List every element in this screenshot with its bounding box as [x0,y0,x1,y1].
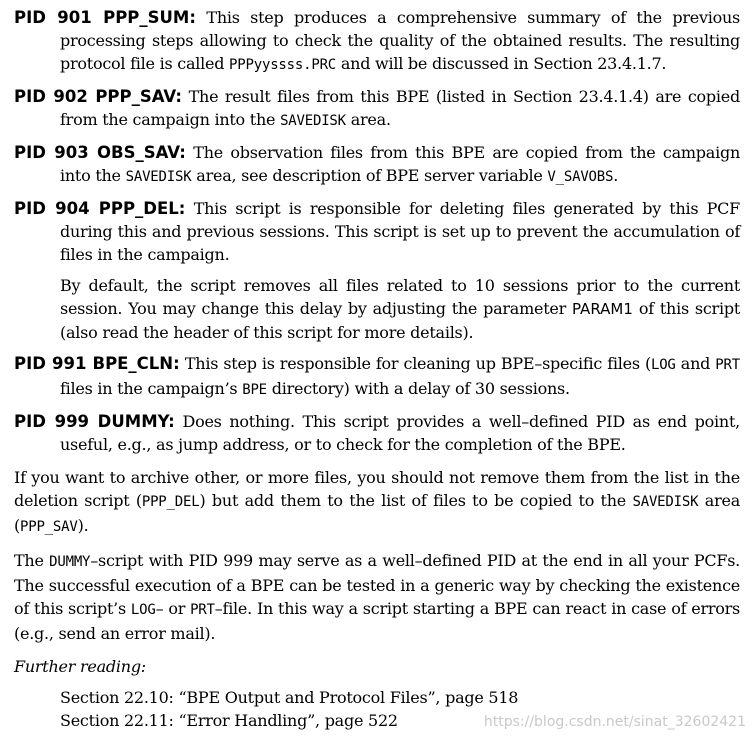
savedisk-code: SAVEDISK [280,113,346,129]
reference-item: Section 22.11: “Error Handling”, page 522 [60,711,398,730]
body-text: The observation files from this BPE are copied from the campaign into the [60,143,740,185]
pid-901-entry [14,6,740,77]
dummy-paragraph [14,549,740,645]
body-text: The result files from this BPE (listed in Section 23.4.1.4) are copied from the campaign into the [60,87,741,129]
param-name: PARAM1 [571,300,633,318]
body-text: –script with PID 999 may serve as a well–defined PID at the end in all your PCFs. The successful execution of a BPE can be tested in a generic way by checking the existence of this script’s [14,551,741,618]
pid-label: PID 901 PPP_SUM: [14,8,196,27]
bpe-code: BPE [242,382,267,398]
log-code: LOG [650,357,676,373]
pid-904-entry [14,197,740,266]
savedisk-code: SAVEDISK [125,169,192,185]
body-text: area ( [14,491,740,535]
filename-code: PPPyyssss.PRC [229,57,337,73]
body-text: area. [345,110,391,129]
body-text: This step produces a comprehensive summary of the previous processing steps allowing to check the quality of the obtained results. The resulting protocol file is called [60,8,741,73]
reference-item: Section 22.10: “BPE Output and Protocol Files”, page 518 [60,688,519,707]
body-text: By default, the script removes all files related to 10 sessions prior to the current session. You may change this delay by adjusting the parameter [60,276,740,318]
body-text: –file. In this way a script starting a BPE can react in case of errors (e.g., send an error mail). [14,599,741,643]
pid-902-entry [14,85,740,133]
pid-904-detail [60,274,740,344]
pid-label: PID 999 DUMMY: [14,412,175,431]
pid-999-entry [14,410,740,456]
body-text: directory) with a delay of 30 sessions. [266,379,570,398]
body-text: If you want to archive other, or more files, you should not remove them from the list in the deletion script ( [14,468,740,510]
body-text: The [14,551,50,570]
body-text: of this script (also read the header of this script for more details). [60,299,740,342]
dummy-code: DUMMY [49,554,91,570]
pid-label: PID 902 PPP_SAV: [14,87,183,106]
body-text: and [675,354,716,373]
script-code: PPP_DEL [141,494,200,510]
prt-code: PRT [715,357,740,373]
body-text: ). [77,516,89,535]
variable-code: V_SAVOBS [547,169,614,185]
body-text: area, see description of BPE server variable [191,166,548,185]
watermark-text: https://blog.csdn.net/sinat_32602421 [483,714,746,730]
body-text: and will be discussed in Section 23.4.1.7. [336,54,667,73]
pid-label: PID 903 OBS_SAV: [14,143,186,162]
pid-903-entry [14,141,740,189]
pid-label: PID 991 BPE_CLN: [14,354,180,373]
further-reading-heading: Further reading: [14,657,146,676]
body-text: – or [155,599,191,618]
prt-code: PRT [190,602,215,618]
pid-991-entry [14,352,740,402]
body-text: . [613,166,619,185]
pid-label: PID 904 PPP_DEL: [14,199,186,218]
body-text: This step is responsible for cleaning up BPE–specific files ( [184,354,651,373]
body-text: This script is responsible for deleting files generated by this PCF during this and previous sessions. This script is set up to prevent the accumulation of files in the campaign. [60,199,740,264]
archive-paragraph [14,466,740,539]
body-text: ) but add them to the list of files to be copied to the [199,491,633,510]
script-code: PPP_SAV [20,519,78,535]
savedisk-code: SAVEDISK [632,494,699,510]
log-code: LOG [130,602,156,618]
body-text: files in the campaign’s [60,379,243,398]
document-page [14,6,740,732]
body-text: Does nothing. This script provides a well–defined PID as end point, useful, e.g., as jump address, or to check for the completion of the BPE. [60,412,740,454]
